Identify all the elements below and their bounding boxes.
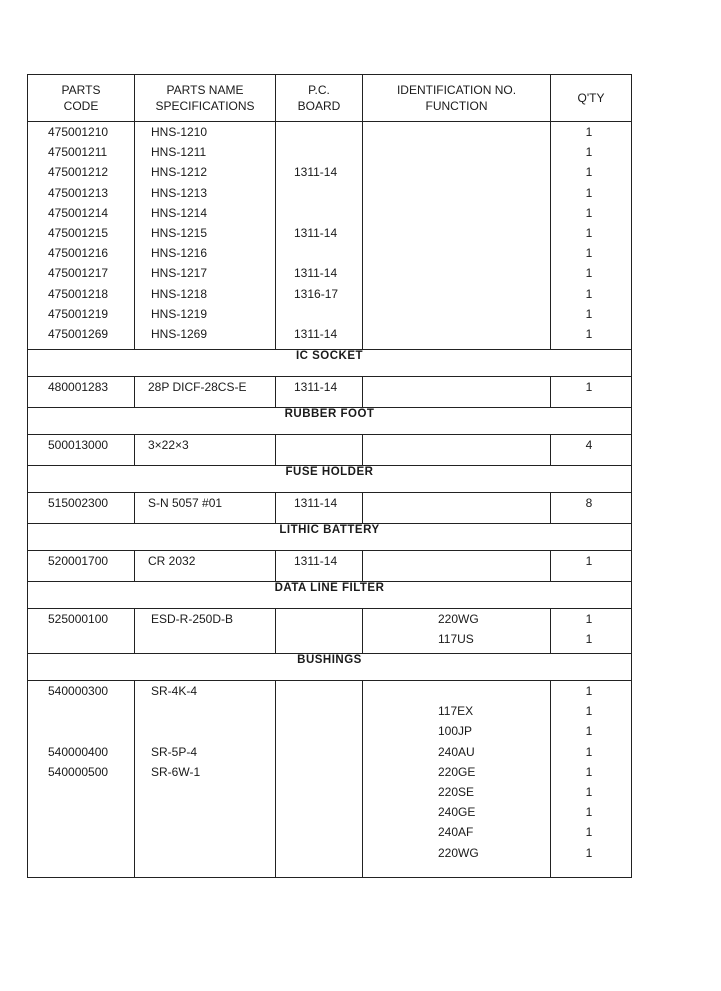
table-row — [28, 609, 632, 654]
table-cell: 220SE — [438, 784, 475, 799]
table-cell — [276, 203, 362, 223]
header-identification: IDENTIFICATION NO. FUNCTION — [363, 75, 551, 122]
table-cell: 475001219 — [48, 306, 109, 321]
table-cell: HNS-1217 — [151, 266, 208, 281]
table-cell: 1 — [585, 704, 593, 719]
table-cell: 240AU — [438, 744, 475, 759]
table-cell: HNS-1210 — [151, 125, 208, 139]
table-cell: ESD-R-250D-B — [151, 612, 234, 626]
table-cell: 220WG — [438, 612, 479, 626]
table-cell: HNS-1218 — [151, 286, 208, 301]
table-cell: 515002300 — [48, 496, 109, 510]
table-cell: 100JP — [438, 724, 473, 739]
table-cell: 475001269 — [48, 326, 109, 341]
table-cell: 1 — [585, 684, 593, 698]
table-cell: 1 — [585, 145, 593, 160]
table-cell: 475001218 — [48, 286, 109, 301]
table-row — [28, 435, 632, 466]
table-cell: 1 — [585, 125, 593, 139]
table-cell: 1 — [585, 805, 593, 820]
table-cell: SR-6W-1 — [151, 764, 201, 779]
table-cell: 220WG — [438, 845, 479, 860]
table-cell — [135, 721, 275, 741]
table-cell: HNS-1213 — [151, 185, 208, 200]
section-bushings — [28, 654, 632, 681]
table-cell: 1316-17 — [294, 286, 339, 301]
table-cell: 1 — [585, 632, 593, 647]
table-cell: 1 — [585, 612, 593, 626]
table-cell — [276, 122, 362, 142]
table-cell — [135, 701, 275, 721]
table-cell: HNS-1269 — [151, 326, 208, 341]
table-cell: 475001214 — [48, 205, 109, 220]
table-cell: 1311-14 — [294, 554, 338, 568]
section-fuse-holder — [28, 466, 632, 493]
table-cell: HNS-1214 — [151, 205, 208, 220]
table-cell: CR 2032 — [148, 554, 196, 568]
table-cell: HNS-1211 — [151, 145, 207, 160]
table-row — [28, 551, 632, 582]
table-cell: 540000300 — [48, 684, 109, 698]
header-pc-board: P.C. BOARD — [276, 75, 363, 122]
table-cell: 1311-14 — [294, 165, 338, 180]
table-cell: 1 — [585, 764, 593, 779]
table-cell: SR-5P-4 — [151, 744, 198, 759]
table-cell: 500013000 — [48, 438, 109, 452]
table-cell: 1 — [585, 205, 593, 220]
table-cell: 240AF — [438, 825, 474, 840]
section-title: BUSHINGS — [28, 654, 632, 681]
section-lithic-battery — [28, 524, 632, 551]
table-cell: 1 — [585, 724, 593, 739]
table-cell: 1 — [585, 185, 593, 200]
table-cell — [363, 551, 551, 582]
section-title: LITHIC BATTERY — [28, 524, 632, 551]
table-cell: 1 — [585, 286, 593, 301]
table-cell: 1 — [585, 266, 593, 281]
table-cell: S-N 5057 #01 — [148, 496, 223, 510]
section-title: IC SOCKET — [28, 350, 632, 377]
table-cell: 540000500 — [48, 764, 109, 779]
table-cell: 520001700 — [48, 554, 109, 568]
table-cell: 1 — [585, 744, 593, 759]
table-cell: 1311-14 — [294, 496, 338, 510]
header-row — [28, 75, 632, 122]
hns-id-cell — [363, 122, 551, 350]
table-cell: 3×22×3 — [148, 438, 189, 452]
table-cell: 1311-14 — [294, 266, 338, 281]
table-cell: 28P DICF-28CS-E — [148, 380, 247, 394]
header-parts-name: PARTS NAME SPECIFICATIONS — [135, 75, 276, 122]
parts-table — [27, 74, 632, 878]
table-cell: 525000100 — [48, 612, 109, 626]
section-title: DATA LINE FILTER — [28, 582, 632, 609]
table-cell: 240GE — [438, 805, 476, 820]
table-cell: 4 — [585, 438, 593, 452]
table-cell: 117EX — [438, 704, 474, 719]
table-cell — [276, 183, 362, 203]
table-row — [28, 377, 632, 408]
section-title: FUSE HOLDER — [28, 466, 632, 493]
table-cell: 1311-14 — [294, 380, 338, 394]
table-cell — [363, 681, 550, 701]
table-cell: 475001215 — [48, 225, 109, 240]
table-cell — [276, 681, 363, 878]
table-cell: HNS-1212 — [151, 165, 208, 180]
table-cell: 1 — [585, 380, 593, 394]
table-cell — [276, 609, 363, 654]
table-cell: 1 — [585, 554, 593, 568]
table-cell: 1311-14 — [294, 326, 338, 341]
table-row — [28, 681, 632, 878]
table-cell: 475001217 — [48, 266, 109, 281]
header-qty: Q'TY — [551, 75, 632, 122]
table-cell: 1 — [585, 825, 593, 840]
table-cell: HNS-1215 — [151, 225, 208, 240]
table-cell — [28, 701, 134, 721]
table-cell — [28, 721, 134, 741]
header-parts-code: PARTS CODE — [28, 75, 135, 122]
section-data-line-filter — [28, 582, 632, 609]
table-cell: 475001213 — [48, 185, 109, 200]
table-cell: 480001283 — [48, 380, 109, 394]
table-row — [28, 493, 632, 524]
table-cell: 117US — [438, 632, 474, 647]
table-cell — [363, 435, 551, 466]
table-cell: 1 — [585, 326, 593, 341]
table-cell: 1 — [585, 165, 593, 180]
table-cell — [276, 243, 362, 263]
table-cell: 540000400 — [48, 744, 109, 759]
table-cell: 1 — [585, 784, 593, 799]
table-cell — [363, 377, 551, 408]
table-cell: 1 — [585, 306, 593, 321]
hns-pcb-cell — [276, 122, 363, 350]
table-cell: 8 — [585, 496, 593, 510]
table-cell — [276, 304, 362, 324]
table-cell: 475001210 — [48, 125, 109, 139]
section-rubber-foot — [28, 408, 632, 435]
table-cell: HNS-1216 — [151, 246, 208, 261]
table-cell — [363, 493, 551, 524]
section-ic-socket — [28, 350, 632, 377]
hns-names-cell — [135, 122, 276, 350]
table-cell: 1 — [585, 225, 593, 240]
hns-codes-cell — [28, 122, 135, 350]
table-cell: 1311-14 — [294, 225, 338, 240]
table-cell: 475001211 — [48, 145, 108, 160]
table-cell: 475001216 — [48, 246, 109, 261]
table-cell: SR-4K-4 — [151, 684, 198, 698]
table-cell: 1 — [585, 845, 593, 860]
table-cell: 220GE — [438, 764, 476, 779]
section-title: RUBBER FOOT — [28, 408, 632, 435]
table-cell: 475001212 — [48, 165, 109, 180]
table-cell: 1 — [585, 246, 593, 261]
table-cell: HNS-1219 — [151, 306, 208, 321]
hns-group-row — [28, 122, 632, 350]
hns-qty-cell — [551, 122, 632, 350]
table-cell — [276, 142, 362, 162]
